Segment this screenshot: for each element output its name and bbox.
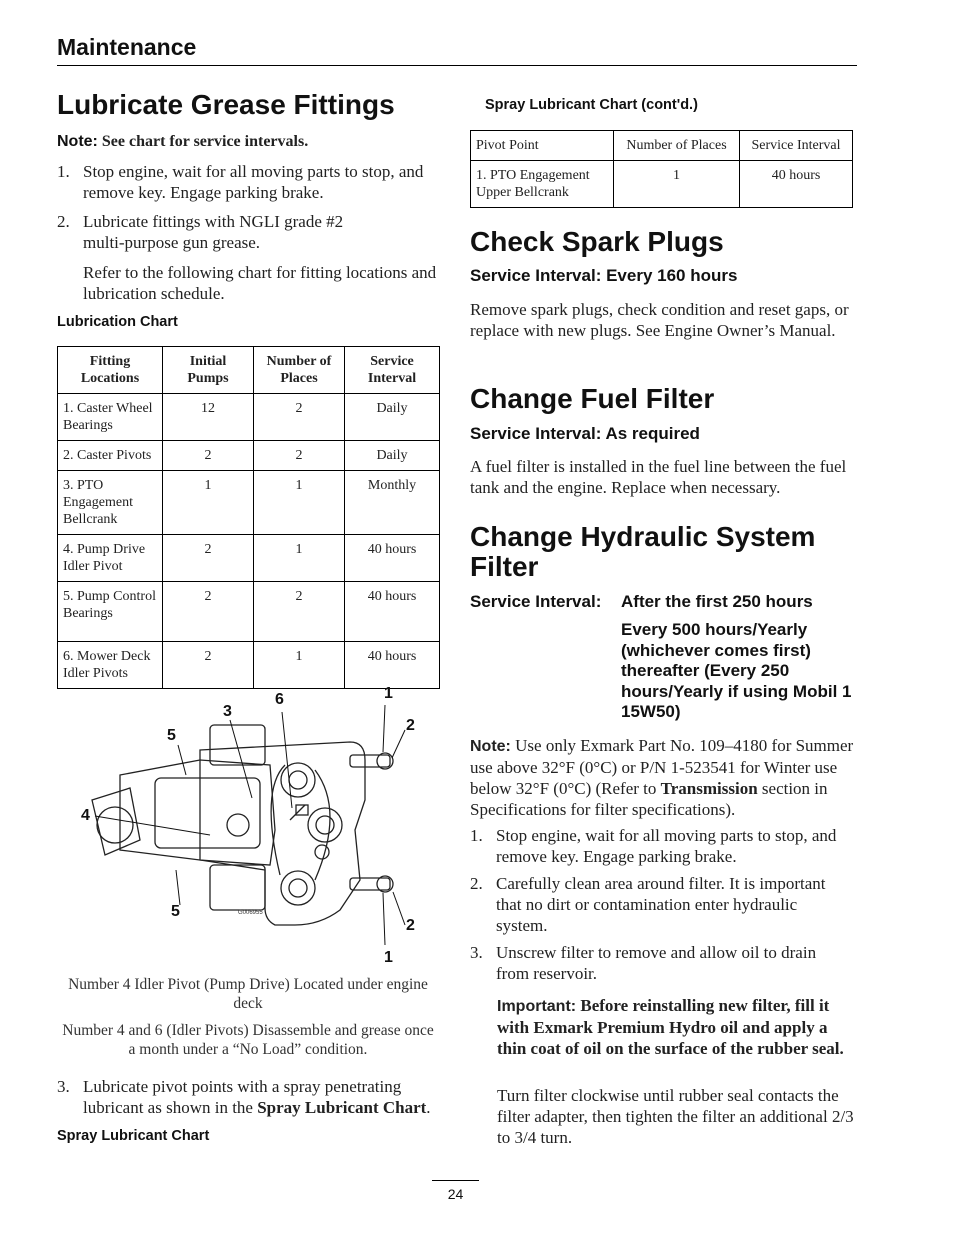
step-text xyxy=(83,1076,438,1118)
spray-chart-reference: Spray Lubricant Chart xyxy=(257,1098,427,1117)
spray-chart-contd-caption: Spray Lubricant Chart (cont'd.) xyxy=(485,97,698,113)
callout-label: 4 xyxy=(81,807,90,824)
step-text: Stop engine, wait for all moving parts to stop, and remove key. Engage parking brake. xyxy=(496,826,837,866)
hydraulic-interval-label: Service Interval: xyxy=(470,592,602,611)
callout-label: 1 xyxy=(384,685,393,702)
table-cell: 40 hours xyxy=(345,642,440,689)
table-cell: 2 xyxy=(254,441,345,471)
table-row xyxy=(58,441,440,471)
table-cell: 40 hours xyxy=(345,535,440,582)
table-cell: 1 xyxy=(614,161,740,208)
table-cell: 2 xyxy=(163,441,254,471)
step-text: Lubricate fittings with NGLI grade #2 multi-purpose gun grease. xyxy=(83,212,344,252)
column-header: Service Interval xyxy=(345,347,440,394)
step-text: Unscrew filter to remove and allow oil to drain from reservoir. xyxy=(496,943,817,983)
figure-caption-2: Number 4 and 6 (Idler Pivots) Disassemble and grease once a month under a “No Load” condition. xyxy=(62,1022,434,1058)
step-text-part: . xyxy=(426,1098,431,1117)
column-header: Service Interval xyxy=(740,131,853,161)
table-cell: Monthly xyxy=(345,471,440,535)
important-label: Important: xyxy=(497,998,577,1015)
note-label: Note: xyxy=(57,133,98,150)
callout-label: 1 xyxy=(384,949,393,966)
table-row xyxy=(58,582,440,642)
page-number: 24 xyxy=(432,1180,479,1202)
callout-label: 3 xyxy=(223,703,232,720)
step-number: 2. xyxy=(470,874,483,893)
callout-label: 5 xyxy=(171,903,180,920)
header-rule xyxy=(57,65,857,66)
figure-caption-1: Number 4 Idler Pivot (Pump Drive) Located under engine deck xyxy=(68,976,428,1012)
lubrication-chart-caption: Lubrication Chart xyxy=(57,314,178,330)
hydraulic-title-line: Filter xyxy=(470,551,539,582)
table-header-row xyxy=(471,131,853,161)
transmission-reference: Transmission xyxy=(660,779,758,798)
column-header: Fitting Locations xyxy=(58,347,163,394)
column-header: Number of Places xyxy=(614,131,740,161)
note-text: Use only Exmark Part No. 109–4180 for Summer use above 32°F (0°C) or P/N 1-523541 for Winter use below 32°F (0°C) (Refer to xyxy=(470,736,854,798)
table-cell: 1 xyxy=(254,535,345,582)
hydraulic-note xyxy=(470,735,858,820)
table-cell: 5. Pump Control Bearings xyxy=(58,582,163,642)
table-cell: 3. PTO Engagement Bellcrank xyxy=(58,471,163,535)
hydraulic-final-text: Turn filter clockwise until rubber seal contacts the filter adapter, then tighten the filter an additional 2/3 to 3/4 turn. xyxy=(497,1086,854,1147)
step-number: 3. xyxy=(470,943,483,962)
lubrication-table xyxy=(57,346,440,689)
step-text: Stop engine, wait for all moving parts to stop, and remove key. Engage parking brake. xyxy=(83,162,424,202)
step-text-part: Lubricate pivot points with a spray penetrating lubricant as shown in the xyxy=(83,1077,402,1117)
table-row xyxy=(58,535,440,582)
table-cell: 40 hours xyxy=(345,582,440,642)
table-cell: Daily xyxy=(345,441,440,471)
important-text: Before reinstalling new filter, fill it with Exmark Premium Hydro oil and apply a thin coat of oil on the surface of the rubber seal. xyxy=(497,996,844,1058)
table-cell: 1. Caster Wheel Bearings xyxy=(58,394,163,441)
fuel-text: A fuel filter is installed in the fuel line between the fuel tank and the engine. Replace when necessary. xyxy=(470,457,847,497)
step-number: 3. xyxy=(57,1077,70,1096)
hydraulic-title xyxy=(470,522,815,582)
spark-text: Remove spark plugs, check condition and reset gaps, or replace with new plugs. See Engine Owner’s Manual. xyxy=(470,300,849,340)
table-cell: 4. Pump Drive Idler Pivot xyxy=(58,535,163,582)
note-text: section in Specifications for filter specifications). xyxy=(470,779,828,819)
spray-chart-caption: Spray Lubricant Chart xyxy=(57,1128,210,1144)
spark-interval: Service Interval: Every 160 hours xyxy=(470,266,738,285)
important-callout xyxy=(497,995,859,1059)
table-cell: 2 xyxy=(163,642,254,689)
table-cell: 1 xyxy=(163,471,254,535)
spray-lubricant-table xyxy=(470,130,853,208)
table-cell: 12 xyxy=(163,394,254,441)
hydraulic-interval-value: After the first 250 hours xyxy=(621,592,813,611)
step-number: 2. xyxy=(57,212,70,231)
hydraulic-title-line: Change Hydraulic System xyxy=(470,521,816,552)
step-number: 1. xyxy=(470,826,483,845)
table-cell: 2 xyxy=(163,582,254,642)
table-row xyxy=(471,161,853,208)
column-header: Initial Pumps xyxy=(163,347,254,394)
table-cell: 1 xyxy=(254,642,345,689)
fuel-interval: Service Interval: As required xyxy=(470,424,700,443)
column-header: Pivot Point xyxy=(471,131,614,161)
table-cell: 2 xyxy=(163,535,254,582)
callout-label: 5 xyxy=(167,727,176,744)
table-cell: Daily xyxy=(345,394,440,441)
note-text: See chart for service intervals. xyxy=(101,133,309,150)
callout-label: 6 xyxy=(275,691,284,708)
grease-step-2-more: Refer to the following chart for fitting locations and lubrication schedule. xyxy=(83,263,437,303)
hydraulic-interval-more: Every 500 hours/Yearly (whichever comes first) thereafter (Every 250 hours/Yearly if using Mobil 1 15W50) xyxy=(621,620,852,721)
table-cell: 2 xyxy=(254,394,345,441)
step-text: Carefully clean area around filter. It is important that no dirt or contamination enter hydraulic system. xyxy=(496,874,826,935)
figure-code: G006955 xyxy=(238,910,263,916)
table-cell: 2. Caster Pivots xyxy=(58,441,163,471)
table-cell: 40 hours xyxy=(740,161,853,208)
grease-title: Lubricate Grease Fittings xyxy=(57,89,395,120)
table-cell: 2 xyxy=(254,582,345,642)
table-row xyxy=(58,471,440,535)
grease-note xyxy=(57,131,442,152)
fuel-title: Change Fuel Filter xyxy=(470,383,715,414)
step-number: 1. xyxy=(57,162,70,181)
note-label: Note: xyxy=(470,738,511,755)
table-cell: 6. Mower Deck Idler Pivots xyxy=(58,642,163,689)
spark-title: Check Spark Plugs xyxy=(470,226,724,257)
table-cell: 1 xyxy=(254,471,345,535)
callout-label: 2 xyxy=(406,717,415,734)
section-header: Maintenance xyxy=(57,34,197,60)
table-header-row xyxy=(58,347,440,394)
callout-label: 2 xyxy=(406,917,415,934)
mower-deck-diagram xyxy=(60,680,430,970)
table-cell: 1. PTO Engagement Upper Bellcrank xyxy=(471,161,614,208)
table-row xyxy=(58,394,440,441)
column-header: Number of Places xyxy=(254,347,345,394)
